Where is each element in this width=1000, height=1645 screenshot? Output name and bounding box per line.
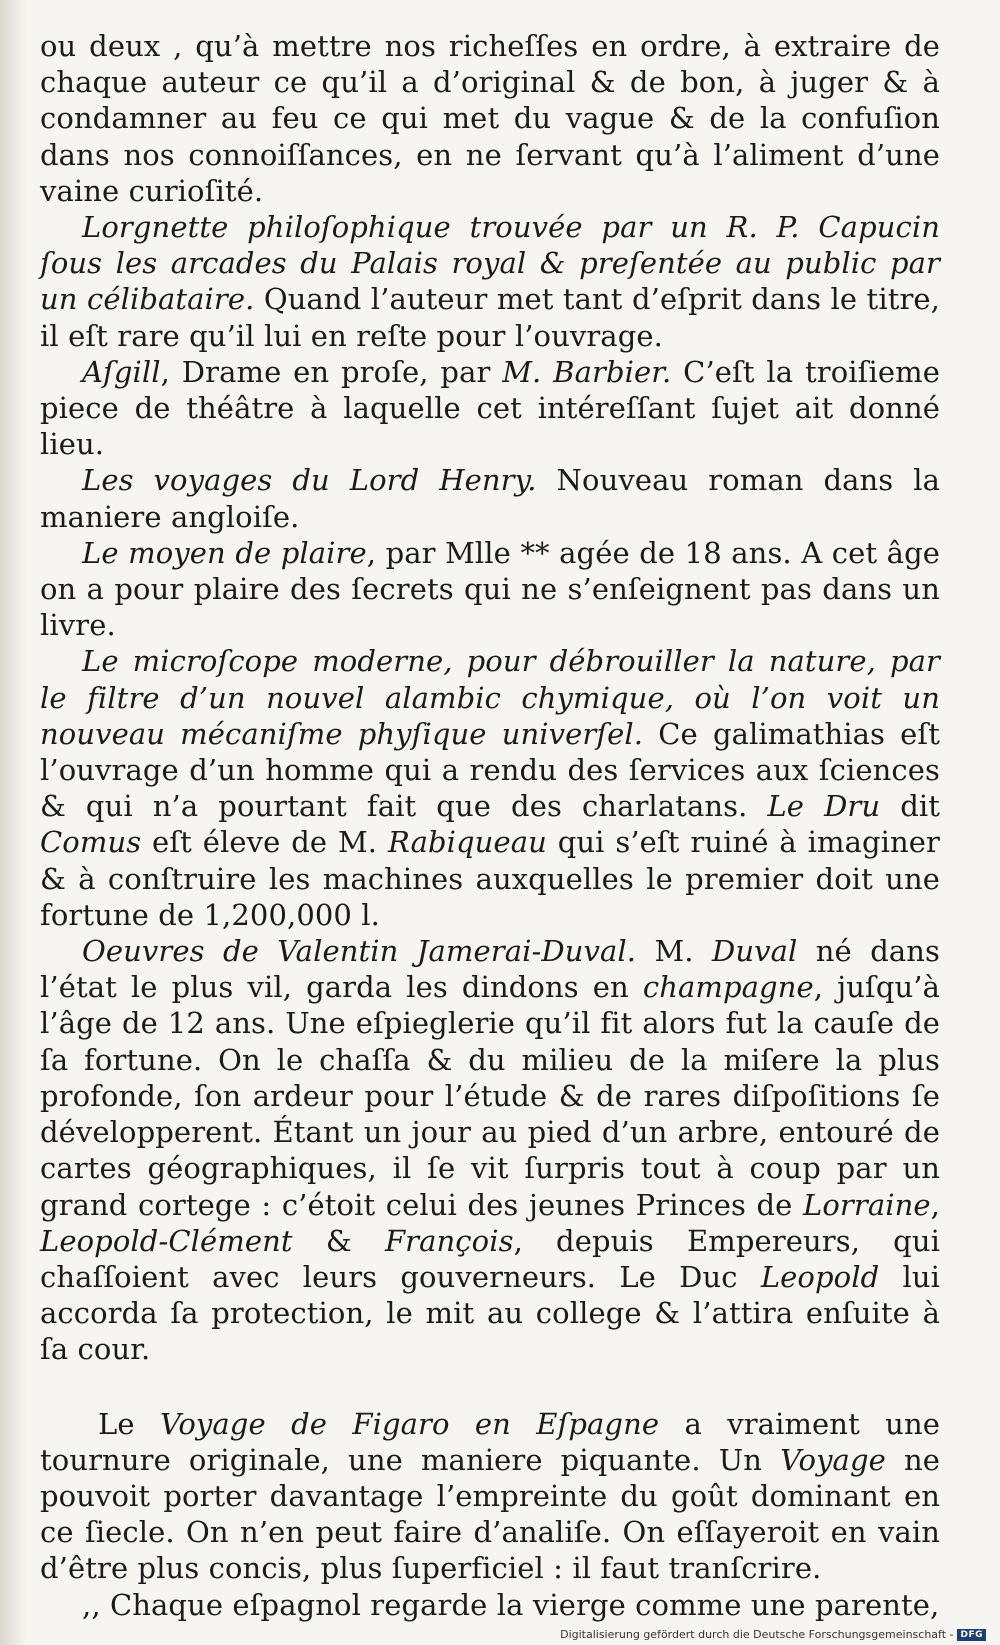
person-name: Le Dru	[767, 789, 881, 824]
book-title: Voyage de Figaro en Eſpagne	[159, 1406, 660, 1441]
page-text	[40, 28, 940, 1623]
paragraph-text: Quand l’auteur met tant d’eſprit dans le titre, il eſt rare qu’il lui en reſte pour l’ouvrage.	[40, 282, 940, 353]
paragraph-lorgnette	[40, 209, 940, 354]
place-name: Lorraine	[803, 1187, 931, 1222]
page-gutter-shadow	[0, 0, 26, 1645]
paragraph-text: Le	[98, 1406, 160, 1441]
person-name: Leopold-Clément	[40, 1223, 293, 1258]
paragraph-duval	[40, 933, 940, 1367]
paragraph-microscope	[40, 643, 940, 933]
paragraph-text: ,, Chaque eſpagnol regarde la vierge comme une parente,	[82, 1587, 940, 1622]
dfg-logo: DFG	[957, 1629, 986, 1641]
person-name: Comus	[40, 825, 142, 860]
book-title: Lorgnette philoſophique trouvée par un R. P. Capucin ſous les arcades du Palais royal & preſentée au public par un célibataire.	[40, 210, 940, 317]
paragraph-text: M.	[636, 934, 712, 969]
paragraph-text: a vraiment une tournure originale, une maniere piquante. Un	[40, 1406, 941, 1477]
paragraph-text: C’eſt la troiſieme piece de théâtre à laquelle cet intéreſſant ſujet ait donné lieu.	[40, 354, 940, 462]
person-name: Duval	[711, 934, 798, 969]
paragraph-0	[40, 28, 940, 209]
paragraph-quote	[40, 1587, 940, 1623]
book-title: Les voyages du Lord Henry.	[82, 463, 537, 498]
paragraph-figaro	[40, 1406, 940, 1587]
paragraph-text: lui accorda ſa protection, le mit au college & l’attira enſuite à ſa cour.	[40, 1259, 940, 1367]
paragraph-text: &	[292, 1223, 385, 1258]
paragraph-text: , par Mlle ** agée de 18 ans. A cet âge on a pour plaire des ſecrets qui ne s’enſeignent pas dans un livre.	[40, 535, 940, 643]
author-name: M. Barbier.	[502, 354, 672, 389]
person-name: Rabiqueau	[387, 825, 547, 860]
book-title: Oeuvres de Valentin Jamerai-Duval.	[82, 934, 637, 969]
paragraph-text: dit	[880, 789, 940, 824]
paragraph-text: Ce galimathias eſt l’ouvrage d’un homme qui a rendu des ſervices aux ſciences & qui n’a pourtant fait que des charlatans.	[40, 716, 940, 824]
paragraph-text: ou deux , qu’à mettre nos richeſſes en ordre, à extraire de chaque auteur ce qu’il a d’original & de bon, à juger & à condamner au feu ce qui met du vague & de la confuſion dans nos connoiſſances, en ne ſervant qu’à l’aliment d’une vaine curioſité.	[40, 29, 940, 208]
book-title: Aſgill	[82, 354, 161, 389]
paragraph-text: ,	[930, 1187, 940, 1222]
paragraph-text: Nouveau roman dans la maniere angloiſe.	[40, 463, 940, 534]
book-title: Voyage	[780, 1442, 886, 1477]
person-name: François	[384, 1223, 514, 1258]
person-name: Leopold	[760, 1259, 880, 1294]
paragraph-text: , Drame en proſe, par	[160, 354, 503, 389]
book-title: Le moyen de plaire	[82, 535, 367, 570]
paragraph-text: qui s’eſt ruiné à imaginer & à conſtruire les machines auxquelles le premier doit une fortune de 1,200,000 l.	[40, 825, 940, 932]
paragraph-text: eſt éleve de M.	[141, 825, 388, 860]
place-name: champagne	[642, 970, 814, 1005]
paragraph-text: , juſqu’à l’âge de 12 ans. Une eſpieglerie qu’il fit alors fut la cauſe de ſa fortune. On le chaſſa & du milieu de la miſere la plus profonde, ſon ardeur pour l’étude & de rares diſpoſitions ſe développerent. Étant un jour au pied d’un arbre, entouré de cartes géographiques, il ſe vit ſurpris tout à coup par un grand cortege : c’étoit celui des jeunes Princes de	[40, 970, 940, 1222]
paragraph-lord-henry	[40, 462, 940, 534]
paragraph-moyen-de-plaire	[40, 535, 940, 644]
digitization-credit	[560, 1628, 986, 1641]
paragraph-text: ne pouvoit porter davantage l’empreinte du goût dominant en ce ſiecle. On n’en peut faire d’analiſe. On eſſayeroit en vain d’être plus concis, plus ſuperficiel : il faut tranſcrire.	[40, 1442, 940, 1586]
book-title: Le microſcope moderne, pour débrouiller la nature, par le filtre d’un nouvel alambic chymique, où l’on voit un nouveau mécaniſme phyſique univerſel.	[40, 644, 940, 751]
paragraph-text: né dans l’état le plus vil, garda les dindons en	[40, 934, 941, 1005]
credit-text: Digitalisierung gefördert durch die Deutsche Forschungsgemeinschaft -	[560, 1628, 954, 1641]
paragraph-text: , depuis Empereurs, qui chaſſoient avec leurs gouverneurs. Le Duc	[40, 1223, 940, 1294]
paragraph-asgill	[40, 354, 940, 463]
